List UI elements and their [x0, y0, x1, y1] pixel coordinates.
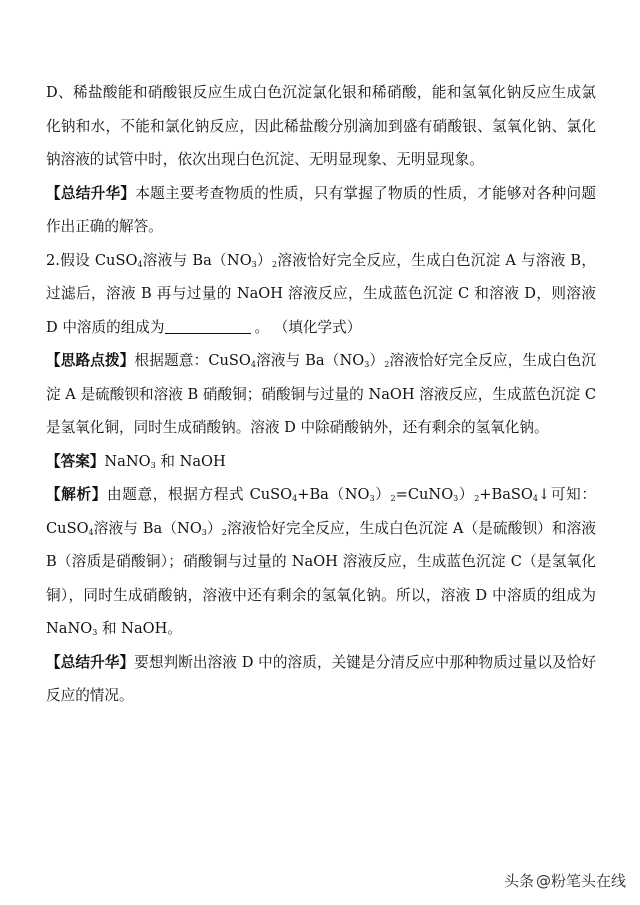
analysis-tag: 【解析】 — [46, 486, 108, 503]
hint-tag: 【思路点拨】 — [46, 352, 135, 369]
option-d-text: D、稀盐酸能和硝酸银反应生成白色沉淀氯化银和稀硝酸，能和氢氧化钠反应生成氯化钠和水，不能和氯化钠反应，因此稀盐酸分别滴加到盛有硝酸银、氢氧化钠、氯化钠溶液的试管中时，依次出现白色沉淀、无明显现象、无明显现象。 — [46, 84, 596, 168]
option-d-paragraph — [46, 76, 596, 177]
q2-sub-1: 4 — [137, 259, 143, 269]
analysis-sub-10: 3 — [92, 628, 98, 637]
summary-text: 本题主要考查物质的性质，只有掌握了物质的性质，才能够对各种问题作出正确的解答。 — [46, 184, 596, 235]
analysis-sub-1: 4 — [292, 494, 298, 503]
summary-tag: 【总结升华】 — [46, 184, 136, 202]
analysis-text-10: 溶液恰好完全反应，生成白色沉淀 A（是硫酸钡）和溶液 B（溶质是硝酸铜）；硝酸铜与过量的 NaOH 溶液反应，生成蓝色沉淀 C（是氢氧化铜），同时生成硝酸钠，溶液中还有剩余的氢氧化钠。所以，溶液 D 中溶质的组成为 NaNO — [46, 519, 596, 637]
hint-sub-1: 4 — [250, 360, 256, 369]
q2-text-2: 溶液与 Ba（NO — [142, 251, 252, 269]
q2-text-3: ） — [256, 251, 272, 269]
question-2 — [46, 244, 596, 345]
analysis-text-4: =CuNO — [395, 486, 454, 503]
summary-paragraph-1 — [46, 177, 596, 244]
q2-text-5: 。 （填化学式） — [254, 318, 362, 336]
q2-text-1: 2.假设 CuSO — [46, 251, 138, 269]
analysis-paragraph — [46, 478, 596, 646]
answer-text-1: NaNO — [104, 452, 151, 470]
summary2-tag: 【总结升华】 — [46, 653, 135, 671]
analysis-sub-4: 3 — [453, 494, 459, 503]
answer-text-2: 和 NaOH — [155, 452, 226, 470]
hint-paragraph — [46, 344, 596, 445]
analysis-text-3: ） — [374, 486, 391, 503]
analysis-text-6: +BaSO — [479, 486, 533, 503]
hint-sub-2: 3 — [364, 360, 370, 369]
q2-sub-3: 2 — [271, 259, 278, 269]
analysis-text-11: 和 NaOH。 — [97, 620, 182, 637]
analysis-text-7: ↓可知：CuSO — [46, 486, 596, 537]
hint-sub-3: 2 — [384, 360, 390, 369]
analysis-sub-9: 2 — [221, 527, 227, 537]
answer-sub-1: 3 — [150, 460, 156, 470]
hint-text-1: 根据题意：CuSO — [134, 352, 251, 369]
analysis-sub-2: 3 — [369, 494, 375, 503]
analysis-text-1: 由题意，根据方程式 CuSO — [107, 486, 293, 503]
watermark — [504, 870, 626, 891]
analysis-text-2: +Ba（NO — [297, 486, 370, 503]
analysis-sub-6: 4 — [532, 494, 538, 503]
summary2-text: 要想判断出溶液 D 中的溶质，关键是分清反应中那种物质过量以及恰好反应的情况。 — [46, 653, 596, 704]
analysis-sub-5: 2 — [474, 494, 480, 503]
q2-sub-2: 3 — [251, 259, 257, 269]
analysis-sub-7: 4 — [88, 527, 94, 537]
hint-text-4: 溶液恰好完全反应，生成白色沉淀 A 是硫酸钡和溶液 B 硝酸铜；硝酸铜与过量的 NaOH 溶液反应，生成蓝色沉淀 C 是氢氧化铜，同时生成硝酸钠。溶液 D 中除硝酸钠外，还有剩余的氢氧化钠。 — [46, 352, 596, 436]
answer-blank — [165, 319, 251, 334]
q2-text-4: 溶液恰好完全反应，生成白色沉淀 A 与溶液 B，过滤后，溶液 B 再与过量的 NaOH 溶液反应，生成蓝色沉淀 C 和溶液 D，则溶液 D 中溶质的组成为 — [46, 251, 596, 336]
hint-text-2: 溶液与 Ba（NO — [255, 352, 365, 369]
watermark-brand: 头条 — [503, 872, 534, 890]
summary-paragraph-2 — [46, 646, 596, 713]
analysis-sub-8: 3 — [201, 527, 207, 537]
document-body — [46, 76, 596, 713]
watermark-handle: @粉笔头在线 — [535, 872, 626, 890]
answer-tag: 【答案】 — [46, 452, 105, 470]
hint-text-3: ） — [369, 352, 385, 369]
answer-paragraph — [46, 445, 596, 479]
analysis-text-9: ） — [206, 519, 222, 537]
analysis-text-5: ） — [458, 486, 475, 503]
analysis-sub-3: 2 — [390, 494, 396, 503]
analysis-text-8: 溶液与 Ba（NO — [93, 519, 202, 537]
